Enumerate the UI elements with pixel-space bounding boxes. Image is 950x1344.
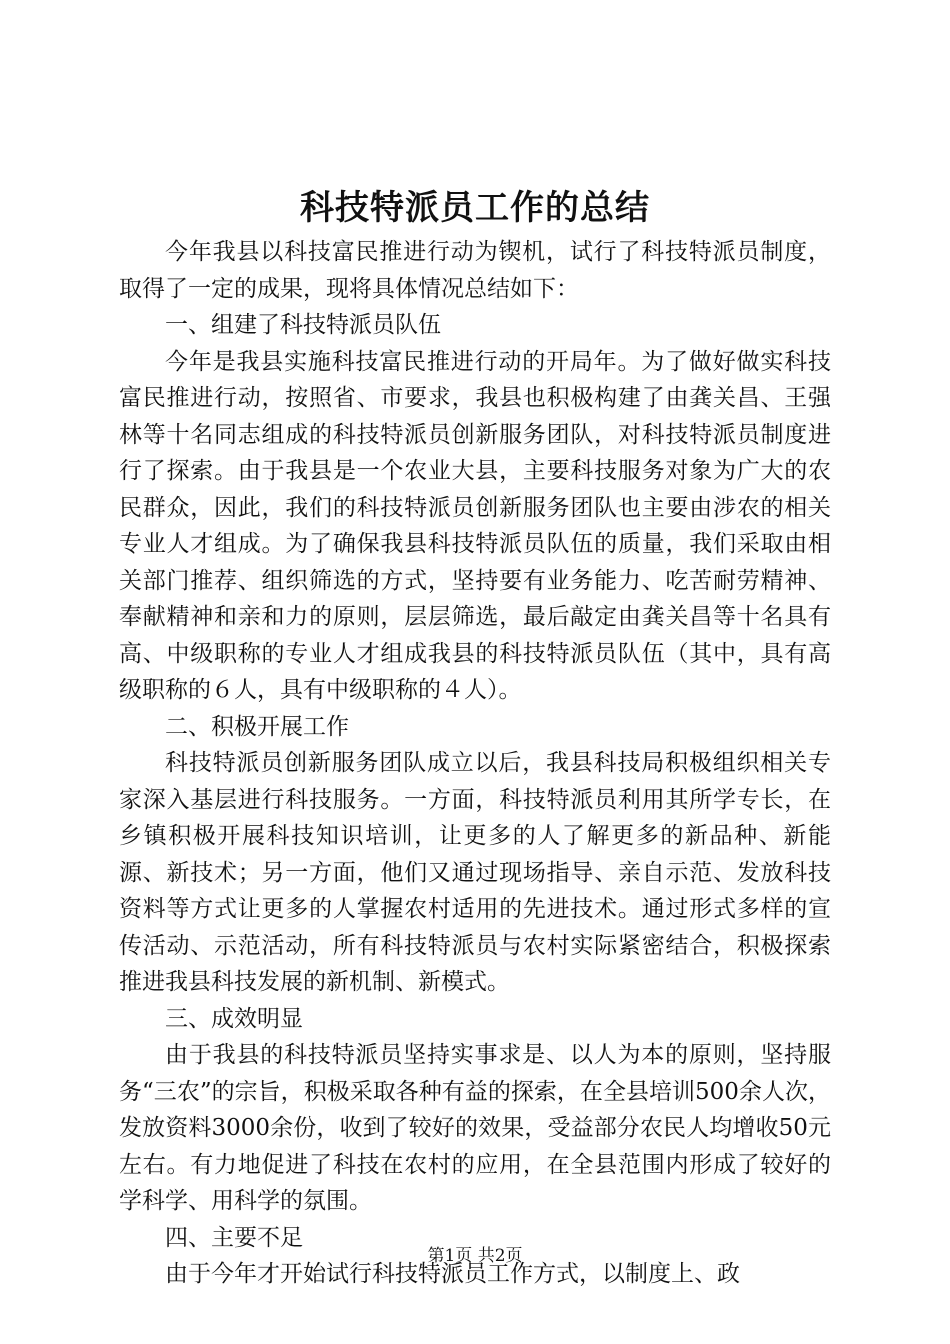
section-heading-1: 一、组建了科技特派员队伍: [165, 312, 441, 338]
document-title: 科技特派员工作的总结: [300, 188, 650, 228]
section-heading-3: 三、成效明显: [165, 1005, 303, 1032]
section-heading-2: 二、积极开展工作: [165, 713, 349, 740]
intro-paragraph: 今年我县以科技富民推进行动为锲机，试行了科技特派员制度，取得了一定的成果，现将具体情况总结如下：: [119, 239, 831, 302]
section-heading-4: 四、主要不足: [165, 1224, 303, 1251]
section-body-1: 今年是我县实施科技富民推进行动的开局年。为了做好做实科技富民推进行动，按照省、市要求，我县也积极构建了由龚关昌、王强林等十名同志组成的科技特派员创新服务团队，对科技特派员制度进行了探索。由于我县是一个农业大县，主要科技服务对象为广大的农民群众，因此，我们的科技特派员创新服务团队也主要由涉农的相关专业人才组成。为了确保我县科技特派员队伍的质量，我们采取由相关部门推荐、组织筛选的方式，坚持要有业务能力、吃苦耐劳精神、奉献精神和亲和力的原则，层层筛选，最后敲定由龚关昌等十名具有高、中级职称的专业人才组成我县的科技特派员队伍（其中，具有高级职称的６人，具有中级职称的４人）。: [119, 348, 831, 703]
document-body: [119, 234, 831, 1293]
section-body-4: 由于今年才开始试行科技特派员工作方式，以制度上、政: [165, 1261, 740, 1287]
section-body-3: 由于我县的科技特派员坚持实事求是、以人为本的原则，坚持服务“三农”的宗旨，积极采取各种有益的探索，在全县培训500余人次，发放资料3000余份，收到了较好的效果，受益部分农民人均增收50元左右。有力地促进了科技在农村的应用，在全县范围内形成了较好的学科学、用科学的氛围。: [119, 1042, 831, 1214]
section-body-2: 科技特派员创新服务团队成立以后，我县科技局积极组织相关专家深入基层进行科技服务。一方面，科技特派员利用其所学专长，在乡镇积极开展科技知识培训，让更多的人了解更多的新品种、新能源、新技术；另一方面，他们又通过现场指导、亲自示范、发放科技资料等方式让更多的人掌握农村适用的先进技术。通过形式多样的宣传活动、示范活动，所有科技特派员与农村实际紧密结合，积极探索推进我县科技发展的新机制、新模式。: [119, 750, 831, 995]
page-number-footer: 第1页 共2页: [427, 1246, 523, 1266]
